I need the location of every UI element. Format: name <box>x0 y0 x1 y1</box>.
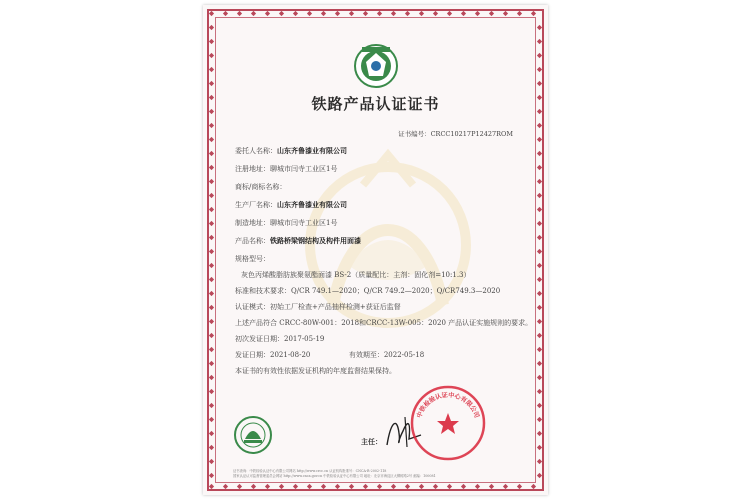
svg-text:中铁检验认证中心有限公司: 中铁检验认证中心有限公司 <box>415 391 481 419</box>
border-diamond <box>537 277 542 282</box>
certificate <box>203 5 548 495</box>
border-diamond <box>377 11 382 16</box>
footer-line-2: 国家认证认可监督管理委员会网站 http://www.cnca.gov.cn 中铁检验认证中心有限公司 地址：北京市海淀区大柳树路2号 邮编：100081 <box>233 474 436 478</box>
trademark-row: 商标/商标名称： <box>235 183 287 191</box>
border-diamond <box>537 361 542 366</box>
border-diamond <box>209 361 214 366</box>
border-diamond <box>447 11 452 16</box>
border-diamond <box>209 459 214 464</box>
border-diamond <box>209 137 214 142</box>
border-diamond <box>209 221 214 226</box>
border-diamond <box>209 67 214 72</box>
border-diamond <box>537 179 542 184</box>
border-diamond <box>209 347 214 352</box>
border-diamond <box>209 53 214 58</box>
border-diamond <box>503 11 508 16</box>
border-diamond <box>537 151 542 156</box>
standards-row: 标准和技术要求：Q/CR 749.1—2020；Q/CR 749.2—2020；Q/CR749.3—2020 <box>235 287 501 295</box>
border-diamond <box>321 484 326 489</box>
manufacturer-row: 生产厂名称：山东齐鲁漆业有限公司 <box>235 201 347 209</box>
border-diamond <box>209 165 214 170</box>
border-diamond <box>537 67 542 72</box>
border-diamond <box>391 484 396 489</box>
border-diamond <box>419 11 424 16</box>
border-diamond <box>447 484 452 489</box>
border-diamond <box>531 11 536 16</box>
certificate-number: 证书编号：CRCC10217P12427ROM <box>398 130 513 138</box>
border-diamond <box>537 403 542 408</box>
border-diamond <box>209 417 214 422</box>
border-diamond <box>363 484 368 489</box>
border-diamond <box>537 473 542 478</box>
border-diamond <box>209 151 214 156</box>
border-diamond <box>237 484 242 489</box>
border-diamond <box>363 11 368 16</box>
border-diamond <box>209 263 214 268</box>
mfg-address-row: 制造地址：聊城市闫寺工业区1号 <box>235 219 338 227</box>
border-diamond <box>489 484 494 489</box>
border-diamond <box>461 11 466 16</box>
validity-note: 本证书的有效性依据发证机构的年度监督结果保持。 <box>235 367 396 375</box>
border-diamond <box>209 403 214 408</box>
border-diamond <box>475 11 480 16</box>
reg-address-row: 注册地址：聊城市闫寺工业区1号 <box>235 165 338 173</box>
border-diamond <box>433 11 438 16</box>
border-diamond <box>279 484 284 489</box>
border-diamond <box>391 11 396 16</box>
border-diamond <box>537 347 542 352</box>
border-diamond <box>209 179 214 184</box>
border-diamond <box>209 207 214 212</box>
border-diamond <box>349 484 354 489</box>
mode-row: 认证模式：初始工厂检查+产品抽样检测+获证后监督 <box>235 303 401 311</box>
border-diamond <box>537 235 542 240</box>
border-diamond <box>433 484 438 489</box>
border-diamond <box>209 81 214 86</box>
border-diamond <box>537 25 542 30</box>
border-diamond <box>265 484 270 489</box>
border-diamond <box>537 193 542 198</box>
official-seal <box>408 383 488 463</box>
border-diamond <box>517 484 522 489</box>
border-diamond <box>475 484 480 489</box>
border-diamond <box>503 484 508 489</box>
border-diamond <box>293 11 298 16</box>
border-diamond <box>335 484 340 489</box>
border-diamond <box>531 484 536 489</box>
border-diamond <box>279 11 284 16</box>
border-diamond <box>209 291 214 296</box>
spec-label: 规格型号： <box>235 255 270 263</box>
border-diamond <box>209 473 214 478</box>
border-diamond <box>209 431 214 436</box>
green-product-logo-icon <box>233 415 273 455</box>
border-diamond <box>377 484 382 489</box>
border-diamond <box>517 11 522 16</box>
border-diamond <box>537 445 542 450</box>
border-diamond <box>209 375 214 380</box>
border-diamond <box>209 123 214 128</box>
border-diamond <box>537 291 542 296</box>
border-diamond <box>209 445 214 450</box>
footer-line-1: 证书查询：中铁检验认证中心有限公司网站 http://www.crcc.cn 认证机构批准号：CNCA-R-2002-118 <box>233 469 387 473</box>
border-diamond <box>335 11 340 16</box>
border-diamond <box>265 11 270 16</box>
border-diamond <box>307 484 312 489</box>
director-label: 主任： <box>361 438 382 446</box>
border-diamond <box>293 484 298 489</box>
border-diamond <box>209 277 214 282</box>
spec-value: 灰色丙烯酸脂肪族聚氨酯面漆 BS-2（质量配比：主剂：固化剂=10:1.3） <box>241 271 471 279</box>
border-diamond <box>405 484 410 489</box>
border-diamond <box>537 81 542 86</box>
border-diamond <box>209 39 214 44</box>
border-diamond <box>223 484 228 489</box>
border-diamond <box>461 484 466 489</box>
border-diamond <box>405 11 410 16</box>
certificate-title: 铁路产品认证证书 <box>311 95 440 113</box>
border-diamond <box>209 25 214 30</box>
border-diamond <box>537 305 542 310</box>
border-diamond <box>537 375 542 380</box>
border-diamond <box>419 484 424 489</box>
border-diamond <box>537 53 542 58</box>
border-diamond <box>251 484 256 489</box>
border-diamond <box>537 39 542 44</box>
border-diamond <box>537 333 542 338</box>
crcc-logo-icon <box>353 43 399 89</box>
border-diamond <box>537 137 542 142</box>
first-issue-row: 初次发证日期：2017-05-19 <box>235 335 325 343</box>
border-diamond <box>537 221 542 226</box>
border-diamond <box>537 207 542 212</box>
applicant-row: 委托人名称：山东齐鲁漆业有限公司 <box>235 147 347 155</box>
border-diamond <box>209 11 214 16</box>
border-diamond <box>209 333 214 338</box>
border-diamond <box>209 235 214 240</box>
border-diamond <box>537 249 542 254</box>
border-diamond <box>537 459 542 464</box>
border-diamond <box>223 11 228 16</box>
border-diamond <box>537 263 542 268</box>
conformity-statement: 上述产品符合 CRCC-80W-001：2018和CRCC-13W-005：2020 产品认证实施规则的要求。 <box>235 319 533 327</box>
border-diamond <box>537 165 542 170</box>
product-row: 产品名称：铁路桥梁钢结构及构件用面漆 <box>235 237 361 245</box>
border-diamond <box>349 11 354 16</box>
border-diamond <box>209 484 214 489</box>
border-diamond <box>209 305 214 310</box>
border-diamond <box>537 389 542 394</box>
issue-date-row: 发证日期：2021-08-20 有效期至：2022-05-18 <box>235 351 425 359</box>
border-diamond <box>209 389 214 394</box>
border-diamond <box>209 319 214 324</box>
border-diamond <box>209 249 214 254</box>
border-diamond <box>251 11 256 16</box>
border-diamond <box>237 11 242 16</box>
border-diamond <box>537 123 542 128</box>
border-diamond <box>209 193 214 198</box>
border-diamond <box>537 431 542 436</box>
border-diamond <box>537 417 542 422</box>
border-diamond <box>307 11 312 16</box>
border-diamond <box>537 319 542 324</box>
border-diamond <box>321 11 326 16</box>
border-diamond <box>489 11 494 16</box>
